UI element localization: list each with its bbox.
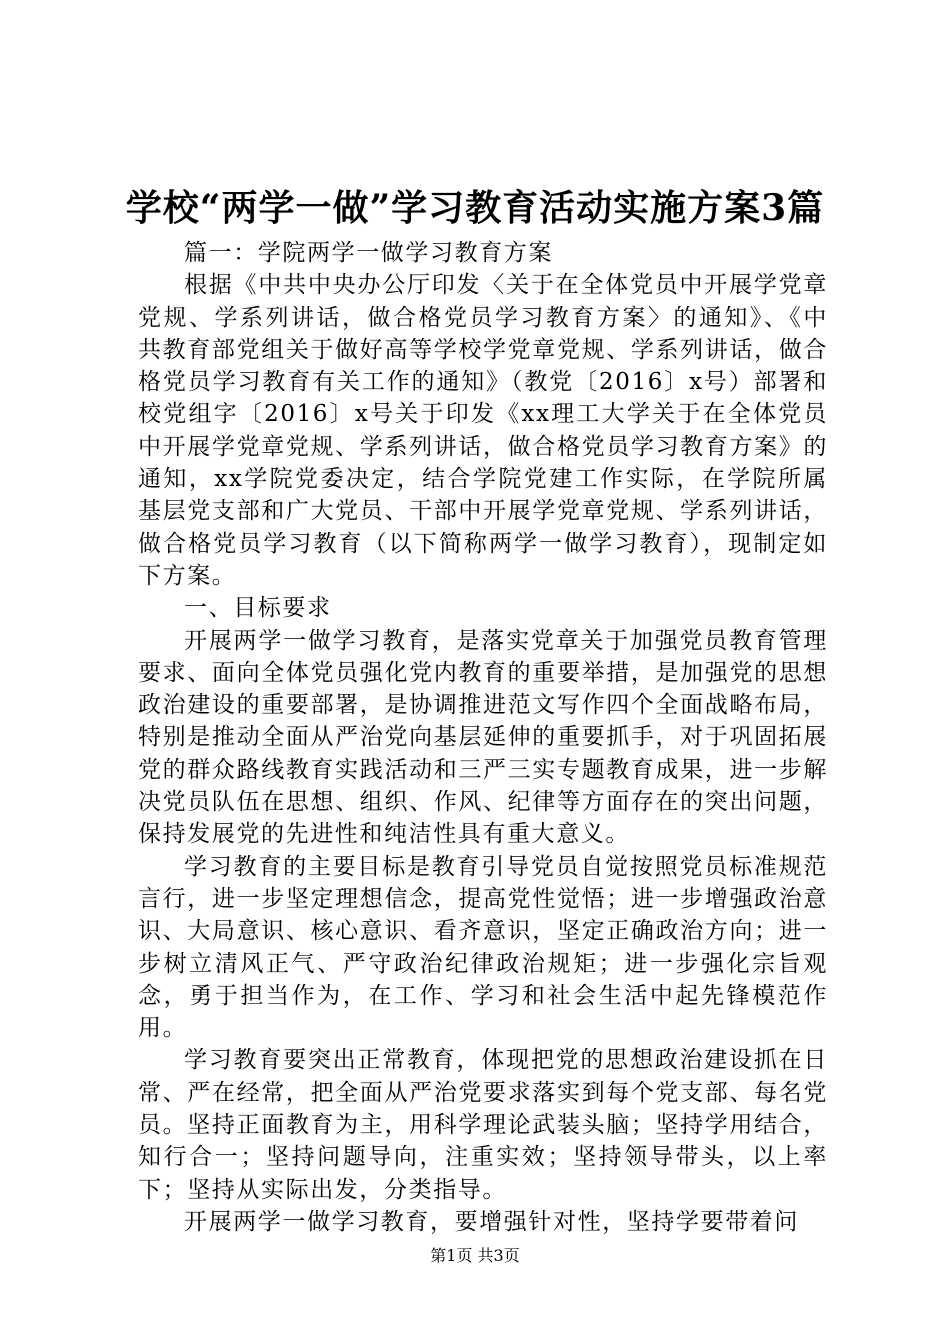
body-paragraph: 学习教育要突出正常教育，体现把党的思想政治建设抓在日常、严在经常，把全面从严治党要求落实到每个党支部、每名党员。坚持正面教育为主，用科学理论武装头脑；坚持学用结合，知行合一；坚持问题导向，注重实效；坚持领导带头，以上率下；坚持从实际出发，分类指导。: [138, 1047, 828, 1203]
body-paragraph: 学习教育的主要目标是教育引导党员自觉按照党员标准规范言行，进一步坚定理想信念，提高党性觉悟；进一步增强政治意识、大局意识、核心意识、看齐意识，坚定正确政治方向；进一步树立清风正气、严守政治纪律政治规矩；进一步强化宗旨观念，勇于担当作为，在工作、学习和社会生活中起先锋模范作用。: [138, 853, 828, 1042]
page-number: 第1页 共3页: [430, 1246, 520, 1265]
body-paragraph: 开展两学一做学习教育，是落实党章关于加强党员教育管理要求、面向全体党员强化党内教育的重要举措，是加强党的思想政治建设的重要部署，是协调推进范文写作四个全面战略布局，特别是推动全面从严治党向基层延伸的重要抓手，对于巩固拓展党的群众路线教育实践活动和三严三实专题教育成果，进一步解决党员队伍在思想、组织、作风、纪律等方面存在的突出问题，保持发展党的先进性和纯洁性具有重大意义。: [138, 627, 828, 848]
body-paragraph: 根据《中共中央办公厅印发〈关于在全体党员中开展学党章党规、学系列讲话，做合格党员学习教育方案〉的通知》、《中共教育部党组关于做好高等学校学党章党规、学系列讲话，做合格党员学习教育有关工作的通知》（教党〔2016〕x号）部署和校党组字〔2016〕x号关于印发《xx理工大学关于在全体党员中开展学党章党规、学系列讲话，做合格党员学习教育方案》的通知，xx学院党委决定，结合学院党建工作实际，在学院所属基层党支部和广大党员、干部中开展学党章党规、学系列讲话，做合格党员学习教育（以下简称两学一做学习教育），现制定如下方案。: [138, 272, 828, 589]
section-heading: 篇一：学院两学一做学习教育方案: [184, 240, 553, 266]
section-heading: 一、目标要求: [184, 595, 332, 622]
document-body: [138, 237, 828, 1238]
body-paragraph: 开展两学一做学习教育，要增强针对性，坚持学要带着问: [184, 1208, 799, 1235]
document-title: 学校“两学一做”学习教育活动实施方案3篇: [125, 187, 825, 229]
